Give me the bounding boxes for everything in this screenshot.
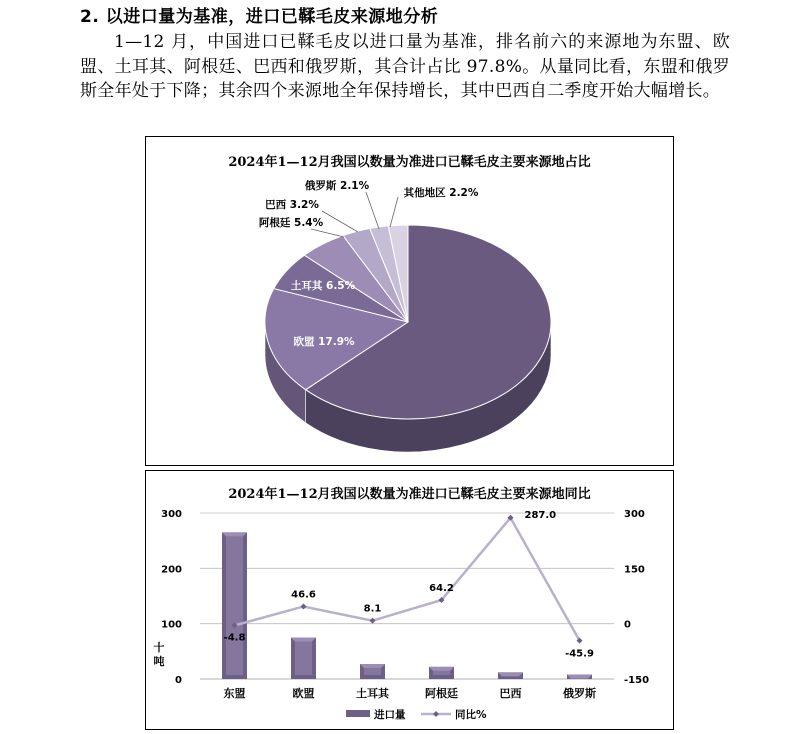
pie-label-4: 巴西 3.2%	[265, 199, 319, 211]
pie-chart	[146, 137, 673, 465]
line-label-1: 46.6	[291, 589, 316, 601]
section-heading: 2. 以进口量为基准，进口已鞣毛皮来源地分析	[80, 7, 439, 27]
pie-label-3: 阿根廷 5.4%	[258, 217, 324, 229]
line-label-0: -4.8	[223, 632, 246, 644]
pie-chart-title: 2024年1—12月我国以数量为准进口已鞣毛皮主要来源地占比	[228, 155, 591, 170]
pie-leader-4	[322, 211, 358, 232]
pie-leader-6	[390, 197, 398, 227]
pie-chart-panel	[145, 136, 674, 466]
line-label-4: 287.0	[524, 509, 557, 521]
section-paragraph: 1—12 月，中国进口已鞣毛皮以进口量为基准，排名前六的来源地为东盟、欧盟、土耳其、阿根廷、巴西和俄罗斯，其合计占比 97.8%。从量同比看，东盟和俄罗斯全年处于下降；其余四个来源地全年保持增长，其中巴西自二季度开始大幅增长。	[80, 32, 730, 101]
line-point-1	[301, 603, 307, 609]
bar-0	[222, 532, 247, 679]
bar-line-chart	[146, 471, 673, 729]
legend-label-line: 同比%	[455, 709, 487, 721]
line-series	[235, 518, 580, 641]
y-tick-0: 0	[175, 675, 182, 686]
pie-label-2: 土耳其 6.5%	[290, 280, 356, 292]
line-label-2: 8.1	[363, 603, 382, 615]
line-label-3: 64.2	[429, 582, 454, 594]
y-axis-label: 十	[153, 641, 165, 654]
y2-tick-2: 150	[624, 564, 645, 576]
legend-label-bar: 进口量	[374, 709, 406, 721]
y-tick-1: 100	[161, 619, 182, 631]
x-tick-5: 俄罗斯	[563, 687, 596, 700]
bar-2	[360, 664, 385, 679]
pie-label-0: 东盟 62.7%	[558, 341, 620, 353]
bar-chart-title: 2024年1—12月我国以数量为准进口已鞣毛皮主要来源地同比	[228, 487, 591, 502]
x-tick-0: 东盟	[223, 687, 246, 700]
y-axis-label-2: 吨	[153, 655, 165, 668]
pie-leader-3	[311, 229, 344, 237]
y2-tick-1: 0	[624, 619, 631, 631]
pie-leader-5	[366, 192, 379, 229]
y-tick-3: 300	[161, 509, 182, 520]
y2-tick-3: 300	[624, 509, 645, 520]
x-tick-3: 阿根廷	[425, 687, 458, 700]
pie-label-1: 欧盟 17.9%	[293, 336, 355, 348]
pie-label-5: 俄罗斯 2.1%	[304, 180, 370, 192]
line-label-5: -45.9	[565, 648, 594, 660]
bar-4	[498, 672, 523, 679]
legend-swatch-bar	[346, 710, 370, 717]
bar-chart-panel	[145, 470, 674, 730]
bar-5	[567, 675, 592, 679]
legend-marker-line	[433, 711, 439, 717]
x-tick-2: 土耳其	[356, 687, 389, 700]
y2-tick-0: -150	[624, 675, 650, 686]
bar-3	[429, 667, 454, 679]
y-tick-2: 200	[161, 564, 182, 576]
line-point-2	[370, 618, 376, 624]
bar-1	[291, 638, 316, 680]
x-tick-1: 欧盟	[292, 687, 315, 700]
pie-label-6: 其他地区 2.2%	[403, 187, 479, 199]
x-tick-4: 巴西	[499, 687, 522, 700]
